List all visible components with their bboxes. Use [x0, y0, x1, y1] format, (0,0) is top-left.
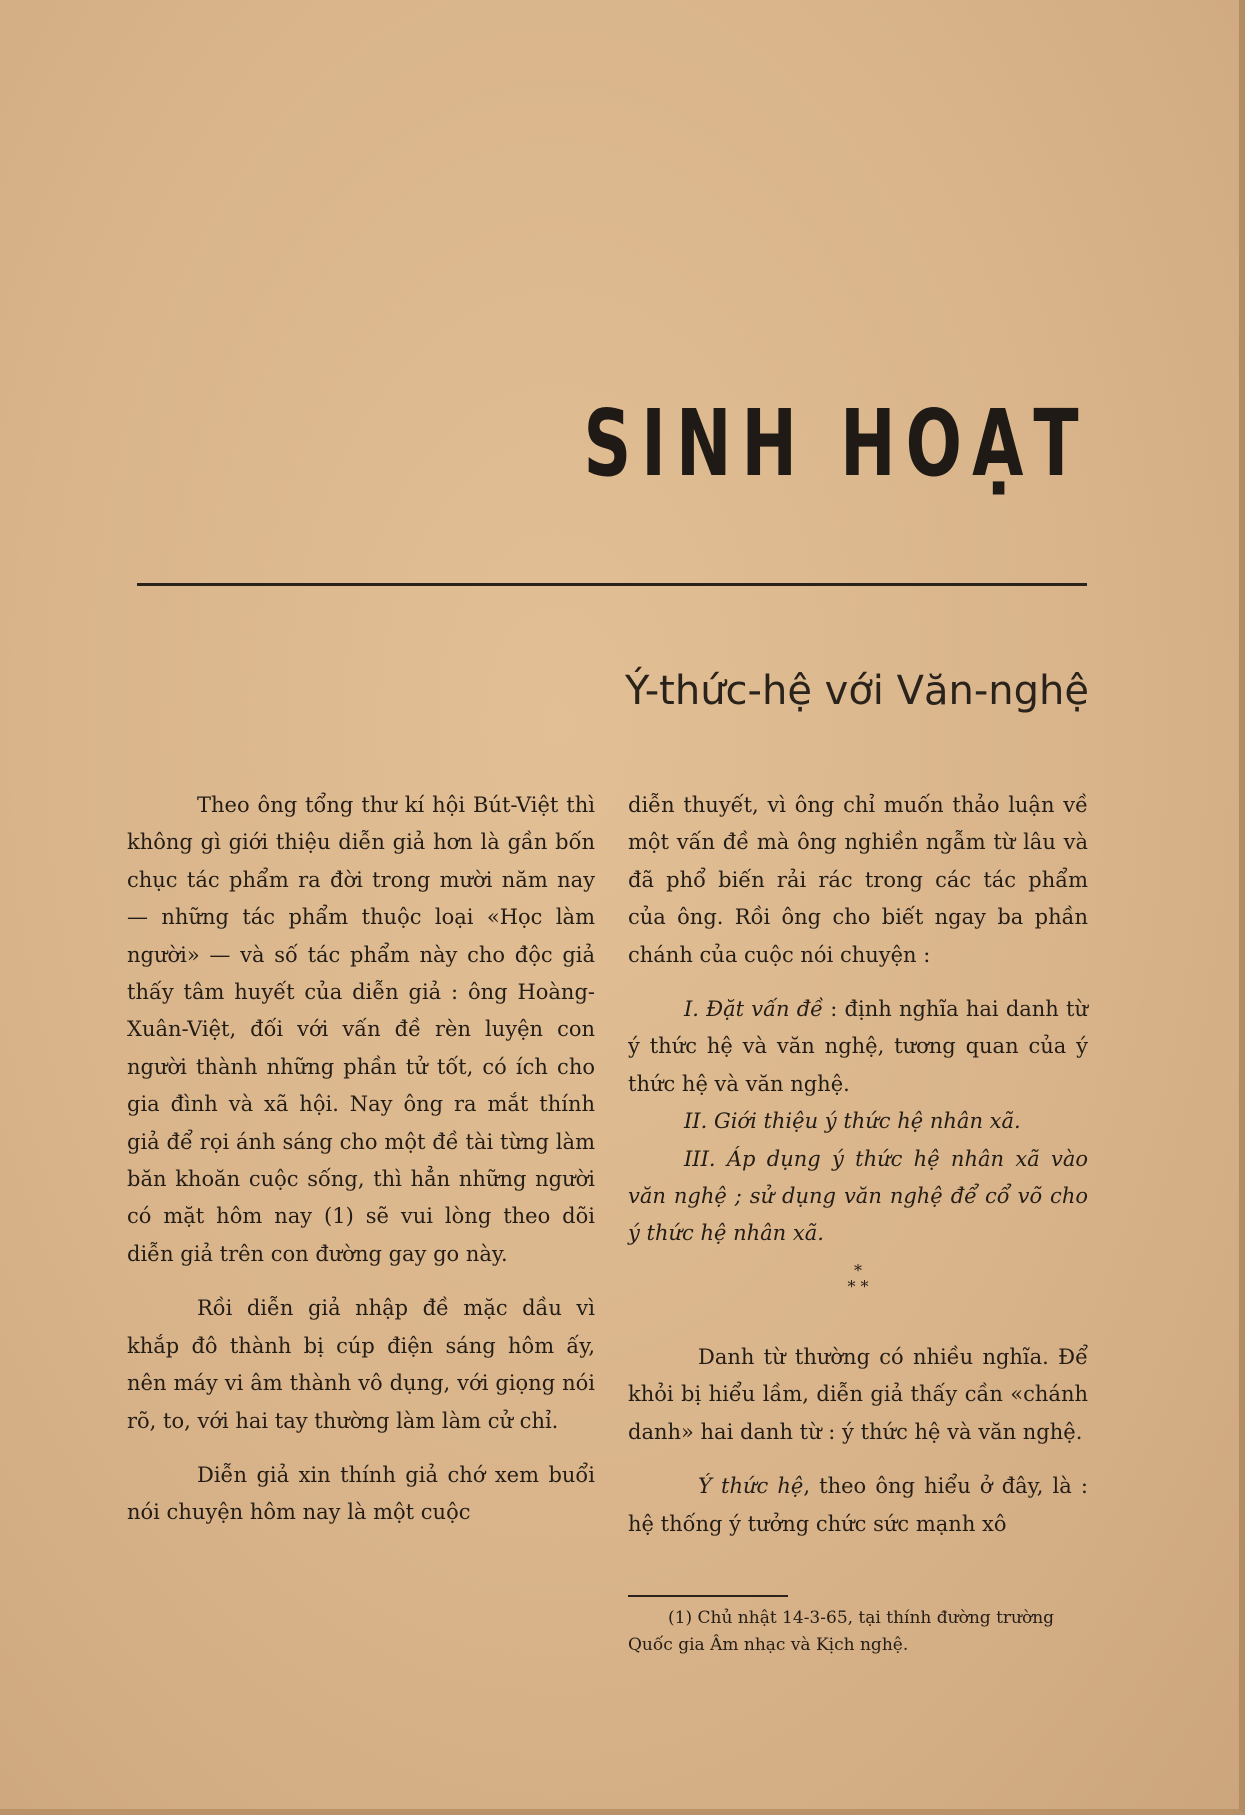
- right-column: [628, 787, 1088, 1560]
- left-paragraph-2: Rồi diễn giả nhập đề mặc dầu vì khắp đô thành bị cúp điện sáng hôm ấy, nên máy vi âm thành vô dụng, với giọng nói rõ, to, với hai tay thường làm làm cử chỉ.: [127, 1296, 595, 1433]
- left-paragraph-1: Theo ông tổng thư kí hội Bút-Việt thì không gì giới thiệu diễn giả hơn là gần bốn chục tác phẩm ra đời trong mười năm nay — những tác phẩm thuộc loại «Học làm người» — và số tác phẩm này cho độc giả thấy tâm huyết của diễn giả : ông Hoàng-Xuân-Việt, đối với vấn đề rèn luyện con người thành những phần tử tốt, có ích cho gia đình và xã hội. Nay ông ra mắt thính giả để rọi ánh sáng cho một đề tài từng làm băn khoăn cuộc sống, thì hẳn những người có mặt hôm nay (1) sẽ vui lòng theo dõi diễn giả trên con đường gay go này.: [127, 793, 595, 1266]
- right-paragraph-2: Danh từ thường có nhiều nghĩa. Để khỏi bị hiểu lầm, diễn giả thấy cần «chánh danh» hai danh từ : ý thức hệ và văn nghệ.: [628, 1344, 1088, 1444]
- left-paragraph-3: Diễn giả xin thính giả chớ xem buổi nói chuyện hôm nay là một cuộc: [127, 1462, 595, 1525]
- asterism-bottom: * *: [847, 1276, 869, 1296]
- right-paragraph-3: [628, 1468, 1088, 1543]
- right-paragraph-3-term: Ý thức hệ: [698, 1474, 804, 1499]
- section-title: SINH HOẠT: [583, 390, 1089, 497]
- lecture-outline: [628, 991, 1088, 1253]
- footnote: (1) Chủ nhật 14-3-65, tại thính đường trường Quốc gia Âm nhạc và Kịch nghệ.: [628, 1608, 1055, 1655]
- right-paragraph-3-text: , theo ông hiểu ở đây, là : hệ thống ý tưởng chức sức mạnh xô: [628, 1474, 1088, 1536]
- outline-item-1-label: I. Đặt vấn đề: [684, 997, 824, 1022]
- section-break: [628, 1260, 1088, 1296]
- right-paragraph-1: diễn thuyết, vì ông chỉ muốn thảo luận về một vấn đề mà ông nghiền ngẫm từ lâu và đã phổ biến rải rác trong các tác phẩm của ông. Rồi ông cho biết ngay ba phần chánh của cuộc nói chuyện :: [628, 793, 1088, 967]
- asterism-top: *: [854, 1260, 862, 1280]
- outline-item-2: II. Giới thiệu ý thức hệ nhân xã.: [684, 1109, 1021, 1134]
- article-title: Ý-thức-hệ với Văn-nghệ: [625, 668, 1089, 714]
- title-divider: [137, 583, 1087, 586]
- outline-item-1-text: : định nghĩa hai danh từ ý thức hệ và văn nghệ, tương quan của ý thức hệ và văn nghệ.: [628, 997, 1088, 1096]
- outline-item-1: [628, 991, 1088, 1103]
- outline-item-3: III. Áp dụng ý thức hệ nhân xã vào văn nghệ ; sử dụng văn nghệ để cổ võ cho ý thức hệ nhân xã.: [628, 1146, 1088, 1246]
- left-column: [127, 787, 595, 1549]
- footnote-divider: [628, 1595, 788, 1597]
